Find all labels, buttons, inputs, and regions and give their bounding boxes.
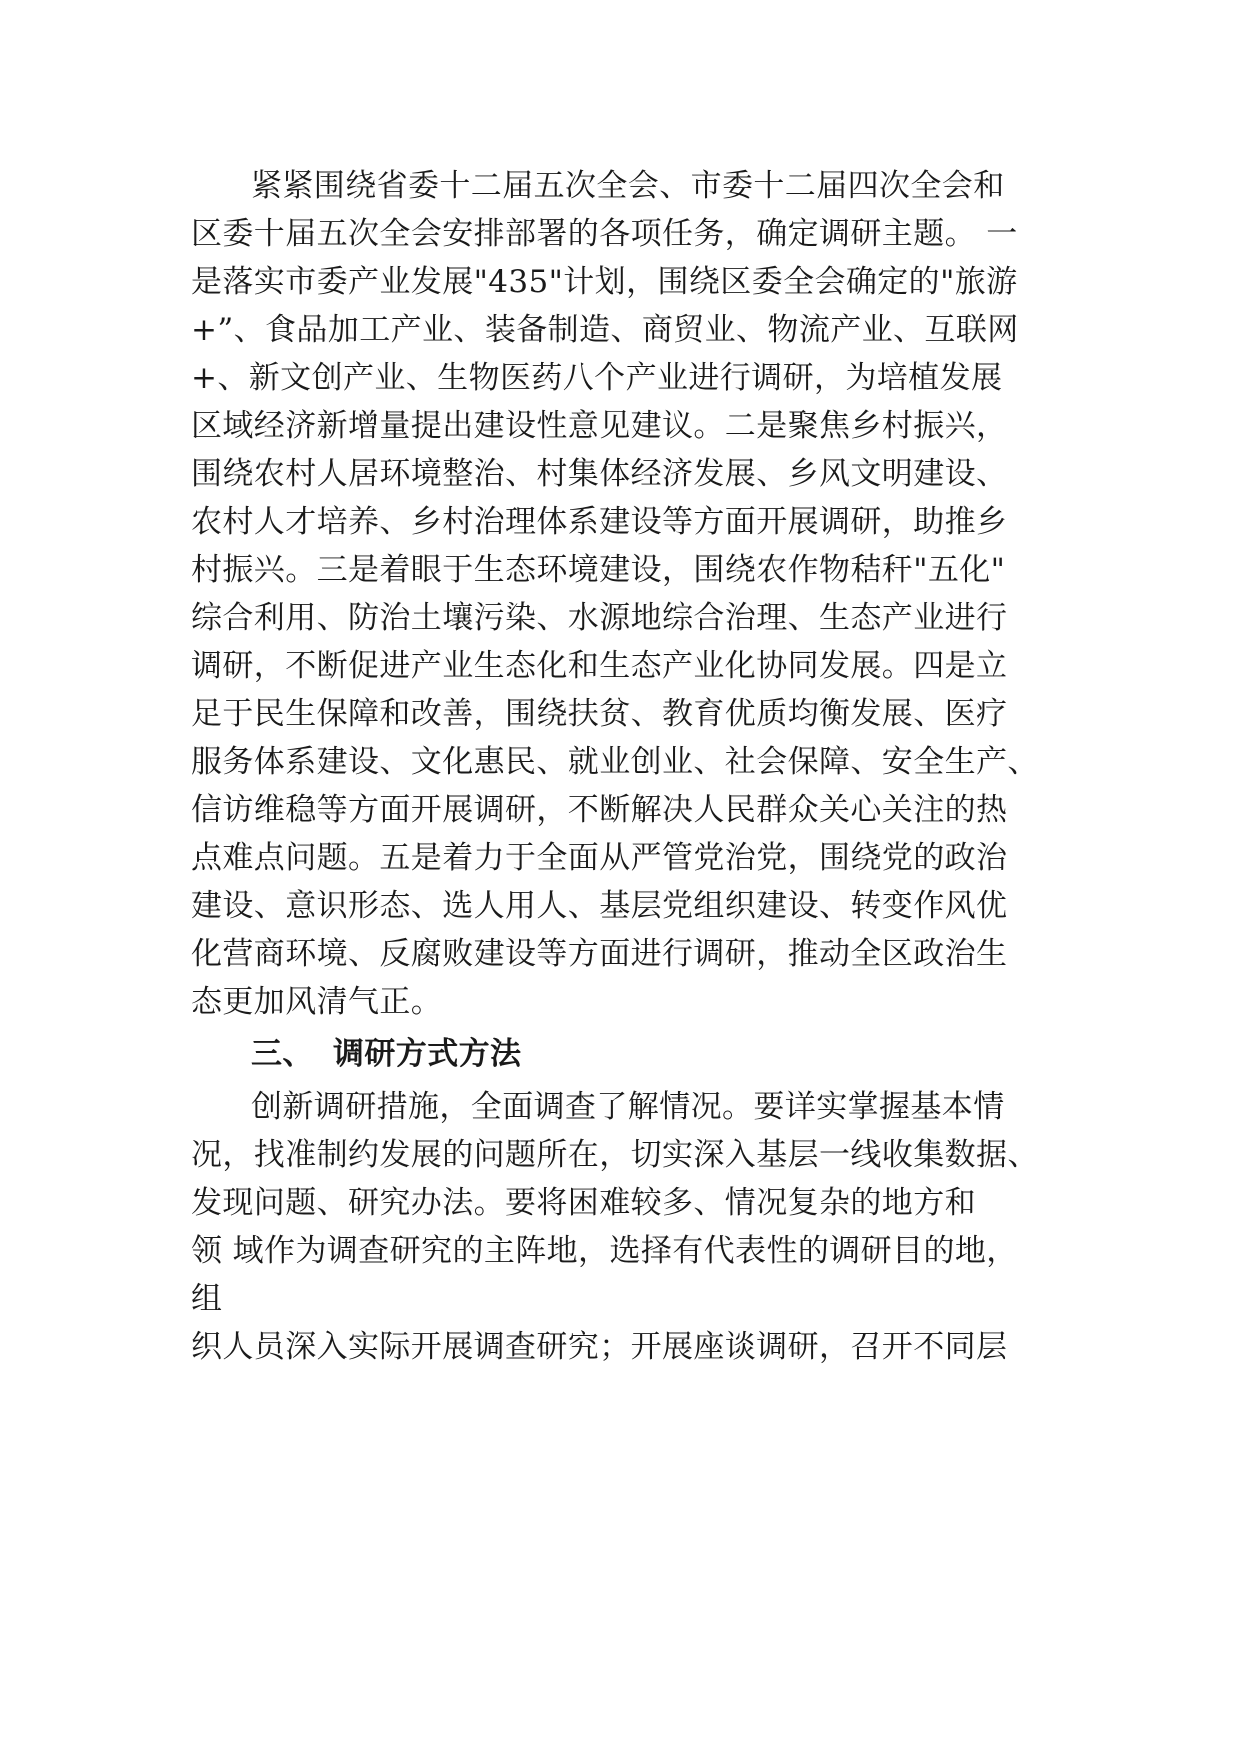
text-line: 综合利用、防治土壤污染、水源地综合治理、生态产业进行 (191, 600, 1008, 636)
text-line: 围绕农村人居环境整治、村集体经济发展、乡风文明建设、 (191, 456, 1008, 492)
text-line: 点难点问题。五是着力于全面从严管党治党，围绕党的政治 (191, 840, 1008, 876)
text-line: +、新文创产业、生物医药八个产业进行调研，为培植发展 (191, 360, 1003, 396)
text-line: 组 (191, 1281, 223, 1317)
text-line: 态更加风清气正。 (191, 984, 443, 1020)
text-line: 足于民生保障和改善，围绕扶贫、教育优质均衡发展、医疗 (191, 696, 1008, 732)
section-number: 三、 (251, 1036, 314, 1072)
text-line: 区域经济新增量提出建设性意见建议。二是聚焦乡村振兴， (191, 408, 1008, 444)
section-title: 调研方式方法 (333, 1036, 522, 1072)
text-line: 调研，不断促进产业生态化和生态产业化协同发展。四是立 (191, 648, 1008, 684)
text-line: 况，找准制约发展的问题所在，切实深入基层一线收集数据、 (191, 1137, 1039, 1173)
text-line: 是落实市委产业发展"435"计划，围绕区委全会确定的"旅游 (191, 264, 1018, 300)
text-line: 发现问题、研究办法。要将困难较多、情况复杂的地方和 (191, 1185, 976, 1221)
text-line: 区委十届五次全会安排部署的各项任务，确定调研主题。 一 (191, 216, 1018, 252)
text-line: 紧紧围绕省委十二届五次全会、市委十二届四次全会和 (251, 168, 1005, 204)
text-line: 农村人才培养、乡村治理体系建设等方面开展调研，助推乡 (191, 504, 1008, 540)
text-line: 织人员深入实际开展调查研究；开展座谈调研，召开不同层 (191, 1329, 1008, 1365)
text-line: +”、食品加工产业、装备制造、商贸业、物流产业、互联网 (191, 312, 1019, 348)
text-line: 领 域作为调查研究的主阵地，选择有代表性的调研目的地， (191, 1233, 1018, 1269)
text-line: 创新调研措施，全面调查了解情况。要详实掌握基本情 (251, 1089, 1005, 1125)
text-line: 信访维稳等方面开展调研，不断解决人民群众关心关注的热 (191, 792, 1008, 828)
text-line: 化营商环境、反腐败建设等方面进行调研，推动全区政治生 (191, 936, 1008, 972)
text-line: 服务体系建设、文化惠民、就业创业、社会保障、安全生产、 (191, 744, 1039, 780)
text-line: 村振兴。三是着眼于生态环境建设，围绕农作物秸秆"五化" (191, 552, 1006, 588)
text-line: 建设、意识形态、选人用人、基层党组织建设、转变作风优 (191, 888, 1008, 924)
